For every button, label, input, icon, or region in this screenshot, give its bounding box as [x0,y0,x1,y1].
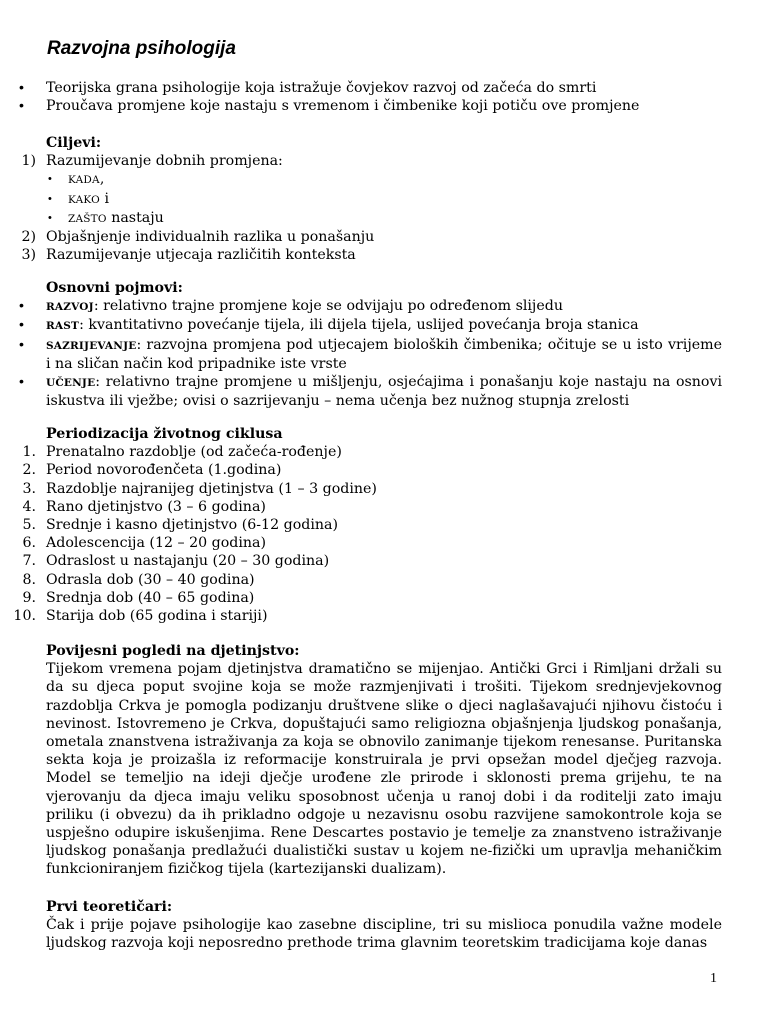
subitem-rest: , [99,171,105,188]
period-text: Odraslost u nastajanju (20 – 30 godina) [46,553,330,570]
period-number: 6. [22,535,36,552]
concept-term: RAZVOJ [46,301,94,314]
concept-term: UČENJE [46,377,96,390]
period-item [0,516,377,534]
period-number: 7. [22,553,36,570]
period-item [0,534,377,552]
goal-item [0,152,374,170]
period-text: Prenatalno razdoblje (od začeća-rođenje) [46,444,342,461]
concept-text: : relativno trajne promjene u mišljenju, osjećajima i ponašanju koje nastaju na osnovi iskustva ili vježbe; ovisi o sazrijevanju – nema učenja bez nužnog stupnja zrelosti [46,374,722,410]
page-number: 1 [710,971,717,986]
goals-section [0,134,374,264]
goal-text: Razumijevanje utjecaja različitih konteksta [46,247,356,264]
concept-item [0,336,722,373]
goal-item [0,246,374,264]
theorists-heading: Prvi teoretičari: [46,899,173,915]
period-number: 9. [22,589,36,606]
subitem-word: KAKO [68,193,100,206]
periods-heading: Periodizacija životnog ciklusa [46,426,283,442]
period-number: 2. [22,462,36,479]
period-text: Starija dob (65 godina i stariji) [46,608,268,625]
goal-item [0,228,374,246]
intro-list [0,79,639,115]
period-text: Rano djetinjstvo (3 – 6 godina) [46,498,266,515]
subitem-word: ZAŠTO [68,212,107,225]
period-item [0,461,377,479]
history-section [0,642,722,879]
concept-text: : kvantitativno povećanje tijela, ili dijela tijela, uslijed povećanja broja stanica [79,317,639,334]
period-number: 1. [22,444,36,461]
period-number: 5. [22,517,36,534]
subitem-word: KADA [68,174,100,187]
concepts-heading: Osnovni pojmovi: [46,280,183,296]
theorists-section [0,898,722,953]
period-number: 4. [22,498,36,515]
concept-term: SAZRIJEVANJE [46,339,137,352]
period-item [0,443,377,461]
goal-number: 3) [21,247,36,264]
period-text: Srednja dob (40 – 65 godina) [46,589,255,606]
subitem-rest: i [99,190,110,207]
intro-item: • Proučava promjene koje nastaju s vremenom i čimbenike koji potiču ove promjene [0,97,639,115]
period-text: Period novorođenčeta (1.godina) [46,462,282,479]
period-text: Adolescencija (12 – 20 godina) [46,535,267,552]
period-item [0,498,377,516]
concept-term: RAST [46,320,80,333]
period-text: Odrasla dob (30 – 40 godina) [46,571,255,588]
concept-item [0,373,722,410]
goal-text: Objašnjenje individualnih razlika u ponašanju [46,229,375,246]
periods-list [0,443,377,625]
theorists-paragraph: Čak i prije pojave psihologije kao zasebne discipline, tri su mislioca ponudila važne modele ljudskog razvoja koji neposredno prethode trima glavnim teoretskim tradicijama koje danas [46,917,722,952]
goal-subitem [0,170,374,189]
period-number: 3. [22,480,36,497]
period-item [0,589,377,607]
concepts-section [0,279,722,410]
subitem-rest: nastaju [106,209,164,226]
goal-text: Razumijevanje dobnih promjena: [46,153,283,170]
history-paragraph: Tijekom vremena pojam djetinjstva dramatično se mijenjao. Antički Grci i Rimljani držali su da su djeca poput svojine koja se može razmjenjivati i trošiti. Tijekom srednjevjekovnog razdoblja Crkva je pomogla podizanju društvene slike o djeci naglašavajući njihovu čistoću i nevinost. Istovremeno je Crkva, dopuštajući samo religiozna objašnjenja ljudskog ponašanja, ometala znanstvena istraživanja za koja se obnovilo zanimanje tijekom renesanse. Puritanska sekta koja je proizašla iz reformacije konstruirala je prvi opsežan model dječjeg razvoja. Model se temeljio na ideji dječje urođene zle prirode i sklonosti prema grijehu, te na vjerovanju da djeca imaju veliku sposobnost učenja u ranoj dobi i da roditelji zato imaju priliku (i obvezu) da ih prikladno odgoje u nezavisnu osobu razvijene samokontrole koja se uspješno odupire iskušenjima. Rene Descartes postavio je temelje za znanstveno istraživanje ljudskog ponašanja predlažući dualistički sustav u kojem ne-fizički um upravlja mehaničkim funkcioniranjem fizičkog tijela (kartezijanski dualizam). [46,661,722,878]
period-number: 10. [13,608,36,625]
period-item [0,552,377,570]
page-title: Razvojna psihologija [47,38,236,59]
period-text: Srednje i kasno djetinjstvo (6-12 godina) [46,517,338,534]
periods-section [0,425,377,625]
concept-item [0,316,722,335]
period-item [0,571,377,589]
goals-heading: Ciljevi: [46,135,102,151]
concept-item [0,297,722,316]
intro-item: • Teorijska grana psihologije koja istražuje čovjekov razvoj od začeća do smrti [0,79,639,97]
goal-number: 1) [21,153,36,170]
goal-number: 2) [21,229,36,246]
period-item [0,480,377,498]
concept-text: : razvojna promjena pod utjecajem bioloških čimbenika; očituje se u isto vrijeme i na sličan način kod pripadnike iste vrste [46,336,722,372]
period-text: Razdoblje najranijeg djetinjstva (1 – 3 godine) [46,480,377,497]
concept-text: : relativno trajne promjene koje se odvijaju po određenom slijedu [93,298,563,315]
goal-subitem [0,209,374,228]
goal-subitem [0,190,374,209]
history-heading: Povijesni pogledi na djetinjstvo: [46,643,300,659]
period-number: 8. [22,571,36,588]
period-item [0,607,377,625]
